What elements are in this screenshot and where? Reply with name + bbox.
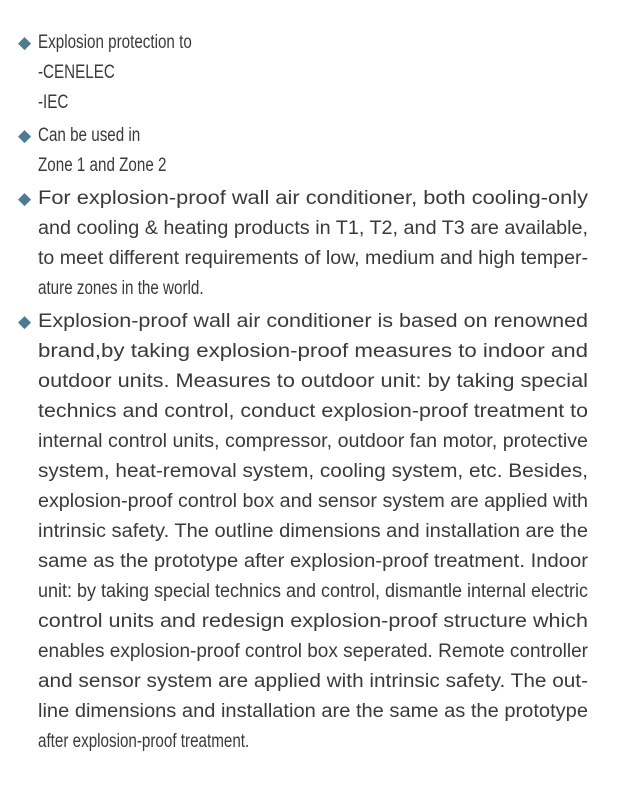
diamond-bullet-icon: ◆ xyxy=(18,126,32,145)
text-line xyxy=(38,121,588,151)
text-line xyxy=(38,487,588,517)
text-line-content: Zone 1 and Zone 2 xyxy=(38,155,167,176)
text-line xyxy=(38,637,588,667)
text-line-content: intrinsic safety. The outline dimensions and installation are the xyxy=(38,521,588,542)
text-line-content: to meet different requirements of low, medium and high temper- xyxy=(38,248,588,269)
text-line xyxy=(38,58,588,88)
text-line xyxy=(38,397,588,427)
text-line xyxy=(38,28,588,58)
text-line xyxy=(38,151,588,181)
text-line xyxy=(38,214,588,244)
text-line xyxy=(38,727,588,757)
text-line-content: Can be used in xyxy=(38,125,141,146)
text-line xyxy=(38,667,588,697)
text-line-content: For explosion-proof wall air conditioner, both cooling-only xyxy=(38,188,588,209)
bullet-item xyxy=(18,121,588,181)
text-line-content: line dimensions and installation are the same as the prototype xyxy=(38,701,588,722)
text-line-content: outdoor units. Measures to outdoor unit: by taking special xyxy=(38,371,588,392)
text-line xyxy=(38,577,588,607)
bullet-list xyxy=(18,28,590,757)
text-line-content: -CENELEC xyxy=(38,62,115,83)
text-line xyxy=(38,307,588,337)
text-line-content: enables explosion-proof control box seperated. Remote controller xyxy=(38,641,588,662)
text-line-content: internal control units, compressor, outdoor fan motor, protective xyxy=(38,431,588,452)
text-line-content: and sensor system are applied with intrinsic safety. The out- xyxy=(38,671,588,692)
diamond-bullet-icon: ◆ xyxy=(18,312,32,331)
text-line xyxy=(38,607,588,637)
diamond-bullet-icon: ◆ xyxy=(18,33,32,52)
text-line-content: -IEC xyxy=(38,92,69,113)
text-line-content: technics and control, conduct explosion-proof treatment to xyxy=(38,401,588,422)
text-line xyxy=(38,367,588,397)
text-line xyxy=(38,517,588,547)
text-line-content: control units and redesign explosion-proof structure which xyxy=(38,611,588,632)
text-line-content: same as the prototype after explosion-proof treatment. Indoor xyxy=(38,551,588,572)
text-line xyxy=(38,274,588,304)
text-line xyxy=(38,547,588,577)
text-line-content: and cooling & heating products in T1, T2, and T3 are available, xyxy=(38,218,588,239)
text-line xyxy=(38,244,588,274)
text-line xyxy=(38,184,588,214)
text-line xyxy=(38,697,588,727)
bullet-item xyxy=(18,184,588,304)
text-line-content: ature zones in the world. xyxy=(38,278,204,299)
text-line-content: after explosion-proof treatment. xyxy=(38,731,250,752)
text-line xyxy=(38,88,588,118)
text-line xyxy=(38,337,588,367)
text-line-content: brand,by taking explosion-proof measures to indoor and xyxy=(38,341,588,362)
diamond-bullet-icon: ◆ xyxy=(18,189,32,208)
text-line-content: system, heat-removal system, cooling system, etc. Besides, xyxy=(38,461,588,482)
text-line-content: unit: by taking special technics and control, dismantle internal electric xyxy=(38,581,588,602)
text-line-content: Explosion protection to xyxy=(38,32,192,53)
text-line-content: Explosion-proof wall air conditioner is based on renowned xyxy=(38,311,588,332)
text-line xyxy=(38,457,588,487)
bullet-item xyxy=(18,307,588,757)
text-line xyxy=(38,427,588,457)
bullet-item xyxy=(18,28,588,118)
text-line-content: explosion-proof control box and sensor system are applied with xyxy=(38,491,588,512)
